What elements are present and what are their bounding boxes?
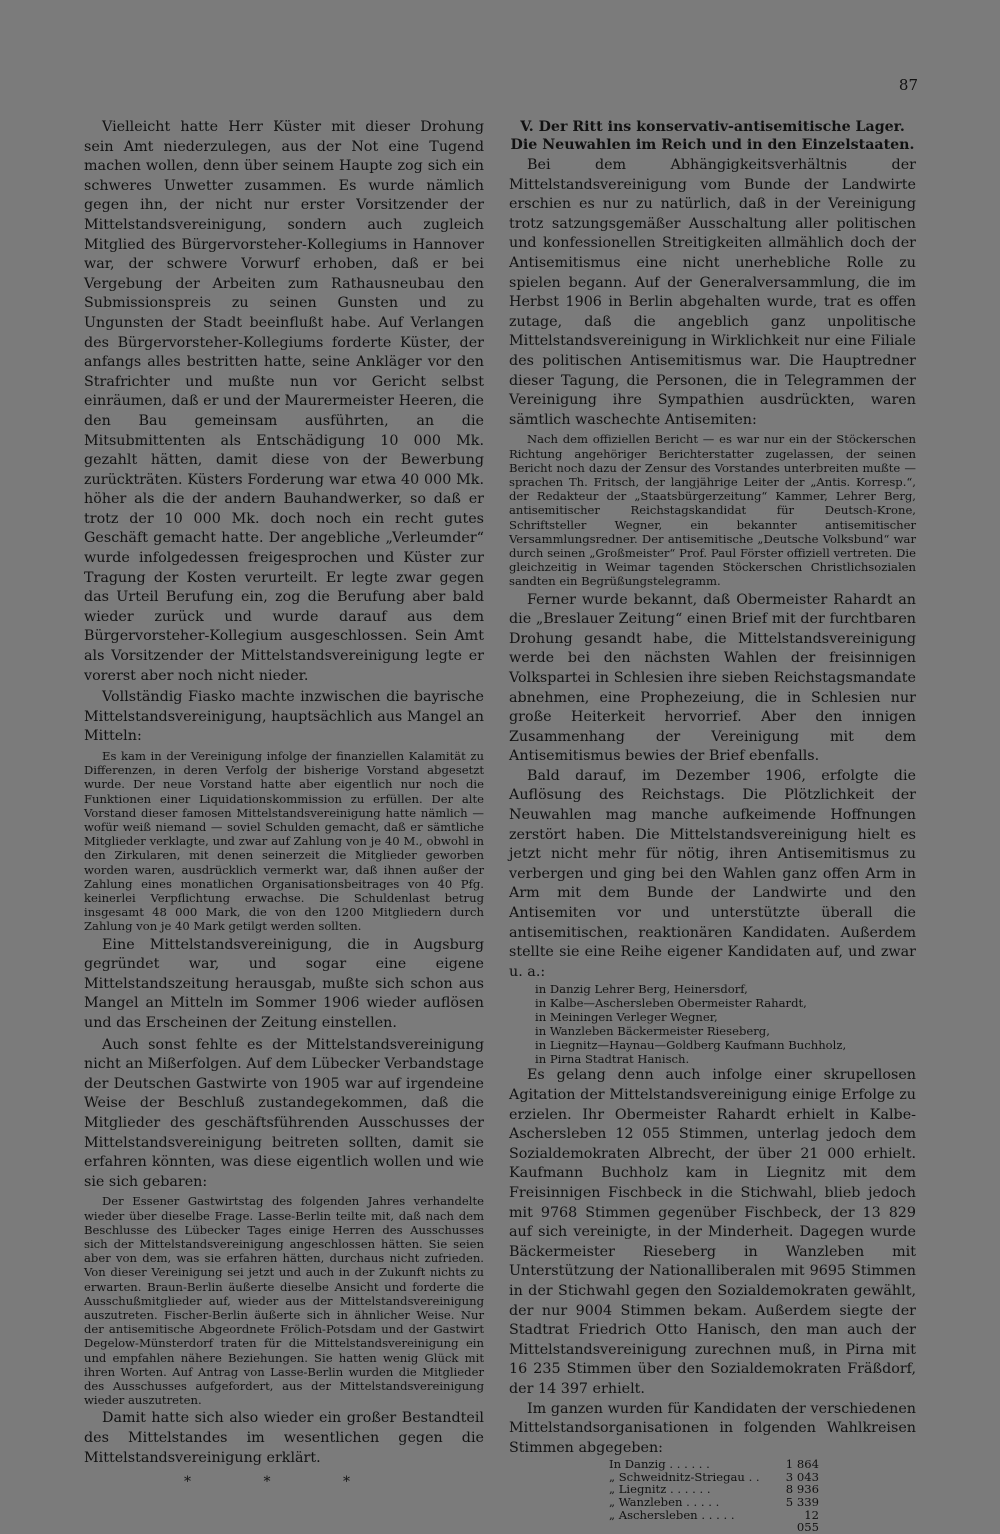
quoted-excerpt: Es kam in der Vereinigung infolge der finanziellen Kalamität zu Differenzen, in deren Verfolg der bisherige Vorstand abgesetzt wurde. Der neue Vorstand hatte aber eigentlich nur noch die Funktionen einer Liquidationskommission zu erfüllen. Der alte Vorstand dieser famosen Mittelstandsvereinigung hatte nämlich — wofür weiß niemand — soviel Schulden gemacht, daß er sämtliche Mitglieder verklagte, und zwar auf Zahlung von je 40 M., obwohl in den Zirkularen, mit denen seinerzeit die Mitglieder geworben worden waren, ausdrücklich vermerkt war, daß ihnen außer der Zahlung eines monatlichen Organisationsbeitrages von 40 Pfg. keinerlei Verpflichtung erwachse. Die Schuldenlast betrug insgesamt 48 000 Mark, die von den 1200 Mitgliedern durch Zahlung von je 40 Mark getilgt werden sollten. — [84, 749, 484, 934]
tally-row — [609, 1458, 819, 1471]
tally-label: „ Schweidnitz-Striegau . . — [609, 1469, 760, 1484]
vote-tally — [609, 1458, 916, 1534]
tally-value: 3 043 — [785, 1469, 819, 1484]
paragraph: Vielleicht hatte Herr Küster mit dieser Drohung sein Amt niederzulegen, aus der Not eine Tugend machen wollen, denn über seinem Haupte zog sich ein schweres Unwetter zusammen. Es wurde nämlich gegen ihn, der nicht nur erster Vorsitzender der Mittelstandsvereinigung, sondern auch zugleich Mitglied des Bürgervorsteher-Kollegiums in Hannover war, der schwere Vorwurf erhoben, daß er bei Vergebung der Arbeiten zum Rathausneubau den Submissionspreis zu seinen Gunsten und zu Ungunsten der Stadt beeinflußt habe. Auf Verlangen des Bürgervorsteher-Kollegiums forderte Küster, der anfangs alles bestritten hatte, seine Ankläger vor den Strafrichter und mußte nun vor Gericht selbst einräumen, daß er und der Maurermeister Heeren, die den Bau gemeinsam ausführten, an die Mitsubmittenten als Entschädigung 10 000 Mk. gezahlt hätten, damit diese von der Bewerbung zurückträten. Küsters Forderung war etwa 40 000 Mk. höher als die der andern Bauhandwerker, so daß er trotz der 10 000 Mk. doch noch ein recht gutes Geschäft gemacht hatte. Der angebliche „Verleumder“ wurde infolgedessen freigesprochen und Küster zur Tragung der Kosten verurteilt. Er legte zwar gegen das Urteil Berufung ein, zog die Berufung aber bald wieder zurück und wurde darauf aus dem Bürgervorsteher-Kollegium ausgeschlossen. Sein Amt als Vorsitzender der Mittelstandsvereinigung legte er vorerst aber noch nicht nieder. — [84, 119, 484, 684]
tally-value: 8 936 — [785, 1482, 819, 1497]
tally-value: 5 339 — [785, 1495, 819, 1510]
right-column — [509, 118, 916, 1534]
quoted-excerpt: Der Essener Gastwirtstag des folgenden Jahres verhandelte wieder über dieselbe Frage. Lasse-Berlin teilte mit, daß nach dem Beschlusse des Lübecker Tages einige Herren des Ausschusses sich der Mittelstandsvereinigung angeschlossen hätten. Sie seien aber von dem, was sie erfahren hätten, durchaus nicht zufrieden. Von dieser Vereinigung sei jetzt und auch in der Zukunft nichts zu erwarten. Braun-Berlin äußerte dieselbe Ansicht und forderte die Ausschußmitglieder auf, wieder aus der Mittelstandsvereinigung auszutreten. Fischer-Berlin äußerte sich in ähnlicher Weise. Nur der antisemitische Abgeordnete Frölich-Potsdam und der Gastwirt Degelow-Münsterdorf traten für die Mittelstandsvereinigung ein und empfahlen nähere Beziehungen. Sie hatten wenig Glück mit ihren Worten. Auf Antrag von Lasse-Berlin wurden die Mitglieder des Ausschusses aufgefordert, aus der Mittelstandsvereinigung wieder auszutreten. — [84, 1194, 484, 1408]
tally-value: 12 055 — [796, 1507, 819, 1534]
candidate-list — [509, 982, 916, 1066]
tally-label: „ Wanzleben . . . . . — [609, 1495, 720, 1510]
section-ornament: * * * — [184, 1474, 384, 1491]
left-column — [84, 118, 484, 1490]
page-number: 87 — [898, 76, 918, 94]
tally-row — [609, 1483, 819, 1496]
paragraph: Bald darauf, im Dezember 1906, erfolgte die Auflösung des Reichstags. Die Plötzlichkeit der Neuwahlen mag manche aufkeimende Hoffnungen zerstört haben. Die Mittelstandsvereinigung hielt es jetzt nicht mehr für nötig, ihren Antisemitismus zu verbergen und ging bei den Wahlen ganz offen Arm in Arm mit dem Bunde der Landwirte und den Antisemiten vor und unterstützte überall die antisemitischen, reaktionären Kandidaten. Außerdem stellte sie eine Reihe eigener Kandidaten auf, und zwar u. a.: — [509, 767, 916, 980]
list-item: in Danzig Lehrer Berg, Heinersdorf, — [535, 982, 748, 997]
list-item: in Pirna Stadtrat Hanisch. — [535, 1052, 690, 1067]
paragraph: Ferner wurde bekannt, daß Obermeister Rahardt an die „Breslauer Zeitung“ einen Brief mit der furchtbaren Drohung gesandt habe, die Mittelstandsvereinigung werde bei den nächsten Wahlen der freisinnigen Volkspartei in Schlesien ihre sieben Reichstagsmandate abnehmen, eine Prophezeiung, die in Schlesien nur große Heiterkeit hervorrief. Aber den innigen Zusammenhang der Vereinigung mit dem Antisemitismus bewies der Brief ebenfalls. — [509, 591, 916, 765]
paragraph: Auch sonst fehlte es der Mittelstandsvereinigung nicht an Mißerfolgen. Auf dem Lübecker Verbandstage der Deutschen Gastwirte von 1905 war auf irgendeine Weise der Beschluß zustandegekommen, daß die Mitglieder des geschäftsführenden Ausschusses der Mittelstandsvereinigung beitreten sollten, damit sie erfahren könnten, was diese eigentlich wollen und wie sie sich gebaren: — [84, 1036, 484, 1190]
list-item: in Liegnitz—Haynau—Goldberg Kaufmann Buchholz, — [535, 1038, 847, 1053]
quoted-excerpt: Nach dem offiziellen Bericht — es war nur ein der Stöckerschen Richtung angehöriger Berichterstatter zugelassen, der seinen Bericht noch dazu der Zensur des Vorstandes unterbreiten mußte — sprachen Th. Fritsch, der langjährige Leiter der „Antis. Korresp.“, der Redakteur der „Staatsbürgerzeitung“ Kammer, Lehrer Berg, antisemitischer Reichstagskandidat für Deutsch-Krone, Schriftsteller Wegner, ein bekannter antisemitischer Versammlungsredner. Der antisemitische „Deutsche Volksbund“ war durch seinen „Großmeister“ Prof. Paul Förster offiziell vertreten. Die gleichzeitig in Weimar tagenden Stöckerschen Christlichsozialen sandten ein Begrüßungstelegramm. — [509, 432, 916, 589]
tally-label: In Danzig . . . . . . — [609, 1457, 710, 1472]
list-item: in Wanzleben Bäckermeister Rieseberg, — [535, 1024, 770, 1039]
tally-label: „ Aschersleben . . . . . — [609, 1507, 735, 1522]
paragraph: Im ganzen wurden für Kandidaten der verschiedenen Mittelstandsorganisationen in folgenden Wahlkreisen Stimmen abgegeben: — [509, 1400, 916, 1456]
tally-row — [609, 1509, 819, 1534]
paragraph: Bei dem Abhängigkeitsverhältnis der Mittelstandsvereinigung vom Bunde der Landwirte erschien es nur zu natürlich, daß in der Vereinigung trotz satzungsgemäßer Ausschaltung aller politischen und konfessionellen Streitigkeiten allmählich doch der Antisemitismus eine nicht unerhebliche Rolle zu spielen begann. Auf der Generalversammlung, die im Herbst 1906 in Berlin abgehalten wurde, trat es offen zutage, daß die angeblich ganz unpolitische Mittelstandsvereinigung in Wirklichkeit nur eine Filiale des politischen Antisemitismus war. Die Hauptredner dieser Tagung, die Personen, die in Telegrammen der Vereinigung ihre Sympathien ausdrückten, waren sämtlich waschechte Antisemiten: — [509, 157, 916, 428]
section-heading: V. Der Ritt ins konservativ-antisemitische Lager. Die Neuwahlen im Reich und in den Einzelstaaten. — [510, 119, 915, 153]
paragraph: Es gelang denn auch infolge einer skrupellosen Agitation der Mittelstandsvereinigung einige Erfolge zu erzielen. Ihr Obermeister Rahardt erhielt in Kalbe-Aschersleben 12 055 Stimmen, unterlag jedoch dem Sozialdemokraten Albrecht, der über 21 000 erhielt. Kaufmann Buchholz kam in Liegnitz mit dem Freisinnigen Fischbeck in die Stichwahl, blieb jedoch mit 9768 Stimmen gegenüber Fischbeck, der 13 829 auf sich vereinigte, in der Minderheit. Dagegen wurde Bäckermeister Rieseberg in Wanzleben mit Unterstützung der Nationalliberalen mit 9695 Stimmen in der Stichwahl gegen den Sozialdemokraten gewählt, der nur 9004 Stimmen bekam. Außerdem siegte der Stadtrat Friedrich Otto Hanisch, den man auch der Mittelstandsvereinigung zurechnen muß, in Pirna mit 16 235 Stimmen über den Sozialdemokraten Fräßdorf, der 14 397 erhielt. — [509, 1067, 916, 1397]
list-item: in Meiningen Verleger Wegner, — [535, 1010, 718, 1025]
paragraph: Damit hatte sich also wieder ein großer Bestandteil des Mittelstandes im wesentlichen gegen die Mittelstandsvereinigung erklärt. — [84, 1410, 484, 1466]
paragraph: Vollständig Fiasko machte inzwischen die bayrische Mittelstandsvereinigung, hauptsächlich aus Mangel an Mitteln: — [84, 689, 484, 745]
list-item: in Kalbe—Aschersleben Obermeister Rahardt, — [535, 996, 807, 1011]
tally-value: 1 864 — [785, 1457, 819, 1472]
tally-row — [609, 1496, 819, 1509]
tally-label: „ Liegnitz . . . . . . — [609, 1482, 711, 1497]
tally-row — [609, 1471, 819, 1484]
paragraph: Eine Mittelstandsvereinigung, die in Augsburg gegründet war, und sogar eine eigene Mittelstandszeitung herausgab, mußte sich schon aus Mangel an Mitteln im Sommer 1906 wieder auflösen und das Erscheinen der Zeitung einstellen. — [84, 936, 484, 1032]
